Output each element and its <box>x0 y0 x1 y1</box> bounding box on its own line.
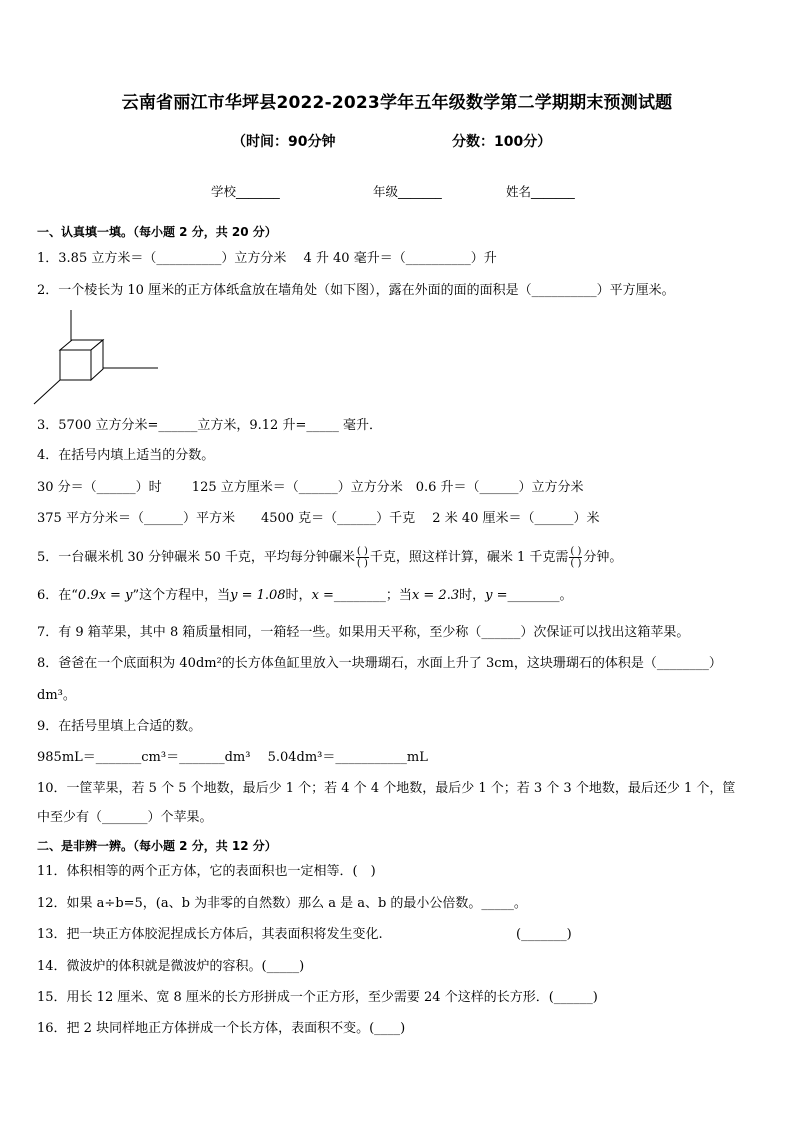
q6-text-a: 6．在“ <box>37 588 78 603</box>
q6-x-label: x = <box>311 588 334 603</box>
q6-text-c: 时， <box>285 588 312 603</box>
question-4-row-1: 30 分＝（______）时 125 立方厘米＝（______）立方分米 0.6 升＝（______）立方分米 <box>37 480 584 495</box>
question-3: 3．5700 立方分米=______立方米，9.12 升=_____ 毫升． <box>37 418 382 433</box>
grade-field[interactable]: 年级_______ <box>373 184 442 199</box>
q6-y-label: y = <box>485 588 508 603</box>
question-5 <box>37 546 622 569</box>
q6-text-d: ________；当 <box>333 588 412 603</box>
question-2: 2．一个棱长为 10 厘米的正方体纸盒放在墙角处（如下图），露在外面的面的面积是（__________）平方厘米。 <box>37 283 675 298</box>
question-13: 13．把一块正方体胶泥捏成长方体后，其表面积将发生变化. <box>37 927 383 942</box>
q6-y-value: y = 1.08 <box>230 588 286 603</box>
school-field[interactable]: 学校_______ <box>211 184 280 199</box>
fraction-blank-2[interactable]: $\frac{( )}{( )}$ <box>570 546 582 569</box>
question-6 <box>37 588 573 604</box>
question-12: 12．如果 a÷b=5，(a、b 为非零的自然数）那么 a 是 a、b 的最小公倍数。_____。 <box>37 896 527 911</box>
q6-text-e: 时， <box>459 588 486 603</box>
question-11: 11．体积相等的两个正方体，它的表面积也一定相等．( ) <box>37 864 376 879</box>
q6-text-b: ”这个方程中，当 <box>132 588 231 603</box>
fraction-blank-1[interactable]: $\frac{( )}{( )}$ <box>356 546 368 569</box>
exam-score: 分数：100分） <box>452 134 552 150</box>
question-14: 14．微波炉的体积就是微波炉的容积。(_____) <box>37 959 305 974</box>
section-1-title: 一、认真填一填。（每小题 2 分，共 20 分） <box>37 225 277 239</box>
question-8-line-2: dm³。 <box>37 688 76 703</box>
question-13-answer-blank[interactable]: (_______) <box>516 927 572 942</box>
question-5-part-a: 5．一台碾米机 30 分钟碾米 50 千克，平均每分钟碾米 <box>37 550 355 565</box>
question-9-row: 985mL＝_______cm³＝_______dm³ 5.04dm³＝___________mL <box>37 750 428 765</box>
question-4-row-2: 375 平方分米＝（______）平方米 4500 克＝（______）千克 2 米 40 厘米＝（______）米 <box>37 511 600 526</box>
question-15: 15．用长 12 厘米、宽 8 厘米的长方形拼成一个正方形，至少需要 24 个这样的长方形．(______) <box>37 990 598 1005</box>
question-9: 9．在括号里填上合适的数。 <box>37 719 202 734</box>
q6-text-f: ________。 <box>507 588 573 603</box>
question-7: 7．有 9 箱苹果，其中 8 箱质量相同，一箱轻一些。如果用天平称，至少称（______）次保证可以找出这箱苹果。 <box>37 625 690 640</box>
question-8-line-1: 8．爸爸在一个底面积为 40dm²的长方体鱼缸里放入一块珊瑚石，水面上升了 3cm，这块珊瑚石的体积是（________） <box>37 656 722 671</box>
q6-equation: 0.9x = y <box>77 588 133 603</box>
question-5-part-c: 分钟。 <box>583 550 623 565</box>
page-title: 云南省丽江市华坪县2022-2023学年五年级数学第二学期期末预测试题 <box>121 93 673 113</box>
question-10-line-2: 中至少有（_______）个苹果。 <box>37 810 213 825</box>
cube-in-corner-figure <box>30 308 170 408</box>
question-5-part-b: 千克，照这样计算，碾米 1 千克需 <box>369 550 569 565</box>
question-16: 16．把 2 块同样地正方体拼成一个长方体，表面积不变。(____) <box>37 1021 406 1036</box>
question-4: 4．在括号内填上适当的分数。 <box>37 448 215 463</box>
question-1: 1．3.85 立方米＝（__________）立方分米 4 升 40 毫升＝（__________）升 <box>37 251 497 266</box>
q6-x-value: x = 2.3 <box>411 588 460 603</box>
section-2-title: 二、是非辨一辨。（每小题 2 分，共 12 分） <box>37 839 277 853</box>
question-10-line-1: 10．一筐苹果，若 5 个 5 个地数，最后少 1 个；若 4 个 4 个地数，最后少 1 个；若 3 个 3 个地数，最后还少 1 个，筐 <box>37 781 736 796</box>
name-field[interactable]: 姓名_______ <box>506 184 575 199</box>
exam-time: （时间：90分钟 <box>232 134 336 150</box>
